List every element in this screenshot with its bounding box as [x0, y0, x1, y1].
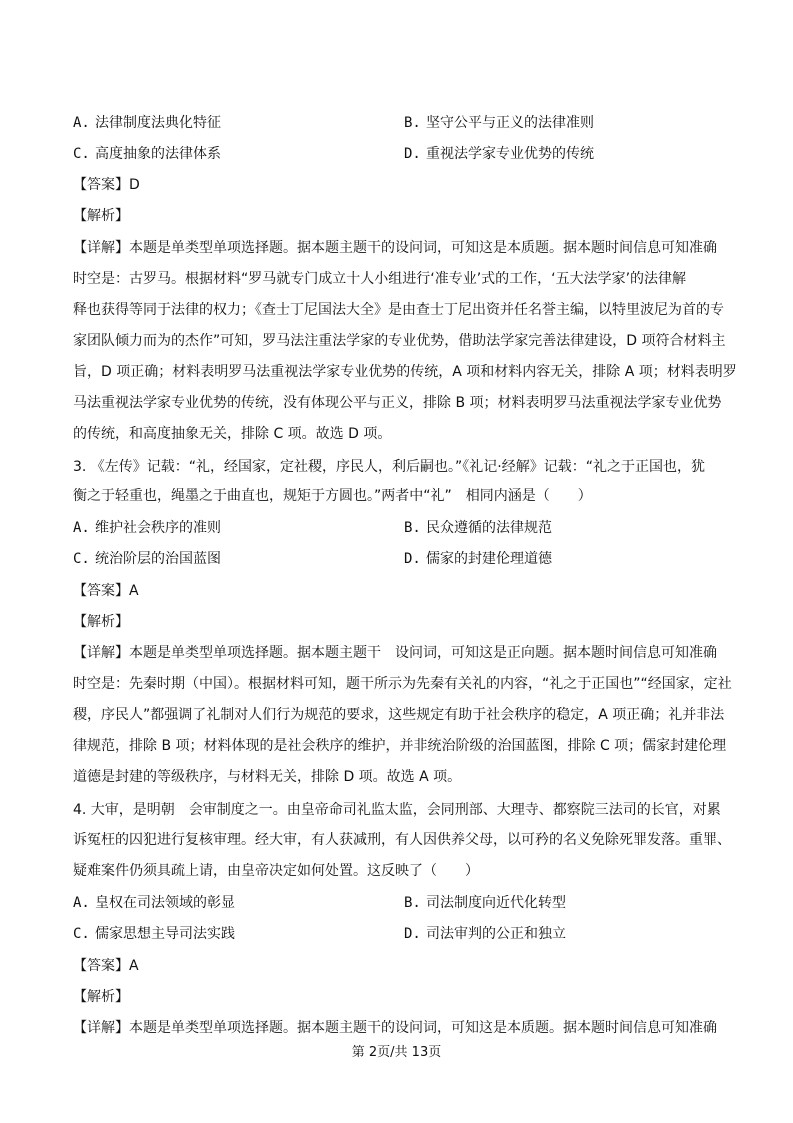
option-c — [73, 144, 221, 164]
analysis-label: 【解析】 — [73, 208, 129, 224]
option-d — [404, 924, 566, 944]
option-a — [73, 113, 221, 133]
detail-line: 旨，D 项正确；材料表明罗马法重视法学家专业优势的传统，A 项和材料内容无关，排除 A 项；材料表明罗 — [73, 364, 737, 380]
detail-line: 的传统，和高度抽象无关，排除 C 项。故选 D 项。 — [73, 426, 392, 442]
option-text: 儒家思想主导司法实践 — [95, 926, 235, 942]
detail-line: 时空是：先秦时期（中国）。根据材料可知，题干所示为先秦有关礼的内容，“礼之于正国也”“经国家，定社 — [73, 676, 732, 692]
option-text: 法律制度法典化特征 — [95, 115, 221, 131]
detail-line: 【详解】本题是单类型单项选择题。据本题主题干的设问词，可知这是本质题。据本题时间信息可知准确 — [73, 1020, 717, 1036]
detail-line: 马法重视法学家专业优势的传统，没有体现公平与正义，排除 B 项；材料表明罗马法重视法学家专业优势 — [73, 395, 722, 411]
option-c — [73, 549, 221, 569]
option-letter: D. — [404, 926, 421, 942]
detail-line: 稷，序民人”都强调了礼制对人们行为规范的要求，这些规定有助于社会秩序的稳定，A 项正确；礼并非法 — [73, 707, 725, 723]
option-letter: D. — [404, 146, 421, 162]
option-letter: A. — [73, 895, 90, 911]
option-letter: B. — [404, 520, 421, 536]
option-d — [404, 549, 552, 569]
option-b — [404, 893, 566, 913]
question-stem: 疑难案件仍须具疏上请，由皇帝决定如何处置。这反映了（ ） — [73, 863, 479, 879]
option-text: 坚守公平与正义的法律准则 — [426, 115, 594, 131]
answer-label: 【答案】A — [73, 583, 139, 599]
analysis-label: 【解析】 — [73, 989, 129, 1005]
option-letter: C. — [73, 146, 90, 162]
option-text: 高度抽象的法律体系 — [95, 146, 221, 162]
question-stem: 3. 《左传》记载：“礼，经国家，定社稷，序民人，利后嗣也。”《礼记·经解》记载：“礼之于正国也，犹 — [73, 459, 706, 475]
option-letter: C. — [73, 926, 90, 942]
option-text: 司法制度向近代化转型 — [426, 895, 566, 911]
option-a — [73, 893, 235, 913]
detail-line: 家团队倾力而为的杰作”可知，罗马法注重法学家的专业优势，借助法学家完善法律建设，D 项符合材料主 — [73, 333, 726, 349]
option-letter: C. — [73, 551, 90, 567]
detail-line: 释也获得等同于法律的权力；《查士丁尼国法大全》是由查士丁尼出资并任名誉主编，以特里波尼为首的专 — [73, 302, 724, 318]
detail-line: 道德是封建的等级秩序，与材料无关，排除 D 项。故选 A 项。 — [73, 769, 462, 785]
option-c — [73, 924, 235, 944]
detail-line: 【详解】本题是单类型单项选择题。据本题主题干 设问词，可知这是正向题。据本题时间信息可知准确 — [73, 645, 717, 661]
option-d — [404, 144, 594, 164]
answer-label: 【答案】D — [73, 177, 140, 193]
option-text: 维护社会秩序的准则 — [95, 520, 221, 536]
answer-label: 【答案】A — [73, 958, 139, 974]
option-text: 民众遵循的法律规范 — [426, 520, 552, 536]
option-b — [404, 518, 552, 538]
option-b — [404, 113, 594, 133]
detail-line: 【详解】本题是单类型单项选择题。据本题主题干的设问词，可知这是本质题。据本题时间信息可知准确 — [73, 240, 717, 256]
option-a — [73, 518, 221, 538]
detail-line: 律规范，排除 B 项；材料体现的是社会秩序的维护，并非统治阶级的治国蓝图，排除 C 项；儒家封建伦理 — [73, 738, 727, 754]
option-letter: B. — [404, 895, 421, 911]
option-text: 重视法学家专业优势的传统 — [426, 146, 594, 162]
question-stem: 诉冤枉的囚犯进行复核审理。经大审，有人获减刑，有人因供养父母，以可矜的名义免除死罪发落。重罪、 — [73, 832, 731, 848]
option-letter: B. — [404, 115, 421, 131]
option-letter: D. — [404, 551, 421, 567]
option-letter: A. — [73, 115, 90, 131]
option-text: 儒家的封建伦理道德 — [426, 551, 552, 567]
option-text: 司法审判的公正和独立 — [426, 926, 566, 942]
question-stem: 衡之于轻重也，绳墨之于曲直也，规矩于方圆也。”两者中“礼” 相同内涵是（ ） — [73, 488, 592, 504]
question-stem: 4. 大审，是明朝 会审制度之一。由皇帝命司礼监太监，会同刑部、大理寺、都察院三法司的长官，对累 — [73, 802, 721, 818]
option-text: 皇权在司法领域的彰显 — [95, 895, 235, 911]
analysis-label: 【解析】 — [73, 614, 129, 630]
detail-line: 时空是：古罗马。根据材料“罗马就专门成立十人小组进行‘准专业’式的工作，‘五大法学家’的法律解 — [73, 271, 687, 287]
option-text: 统治阶层的治国蓝图 — [95, 551, 221, 567]
option-letter: A. — [73, 520, 90, 536]
page-footer: 第 2页/共 13页 — [351, 1045, 442, 1060]
